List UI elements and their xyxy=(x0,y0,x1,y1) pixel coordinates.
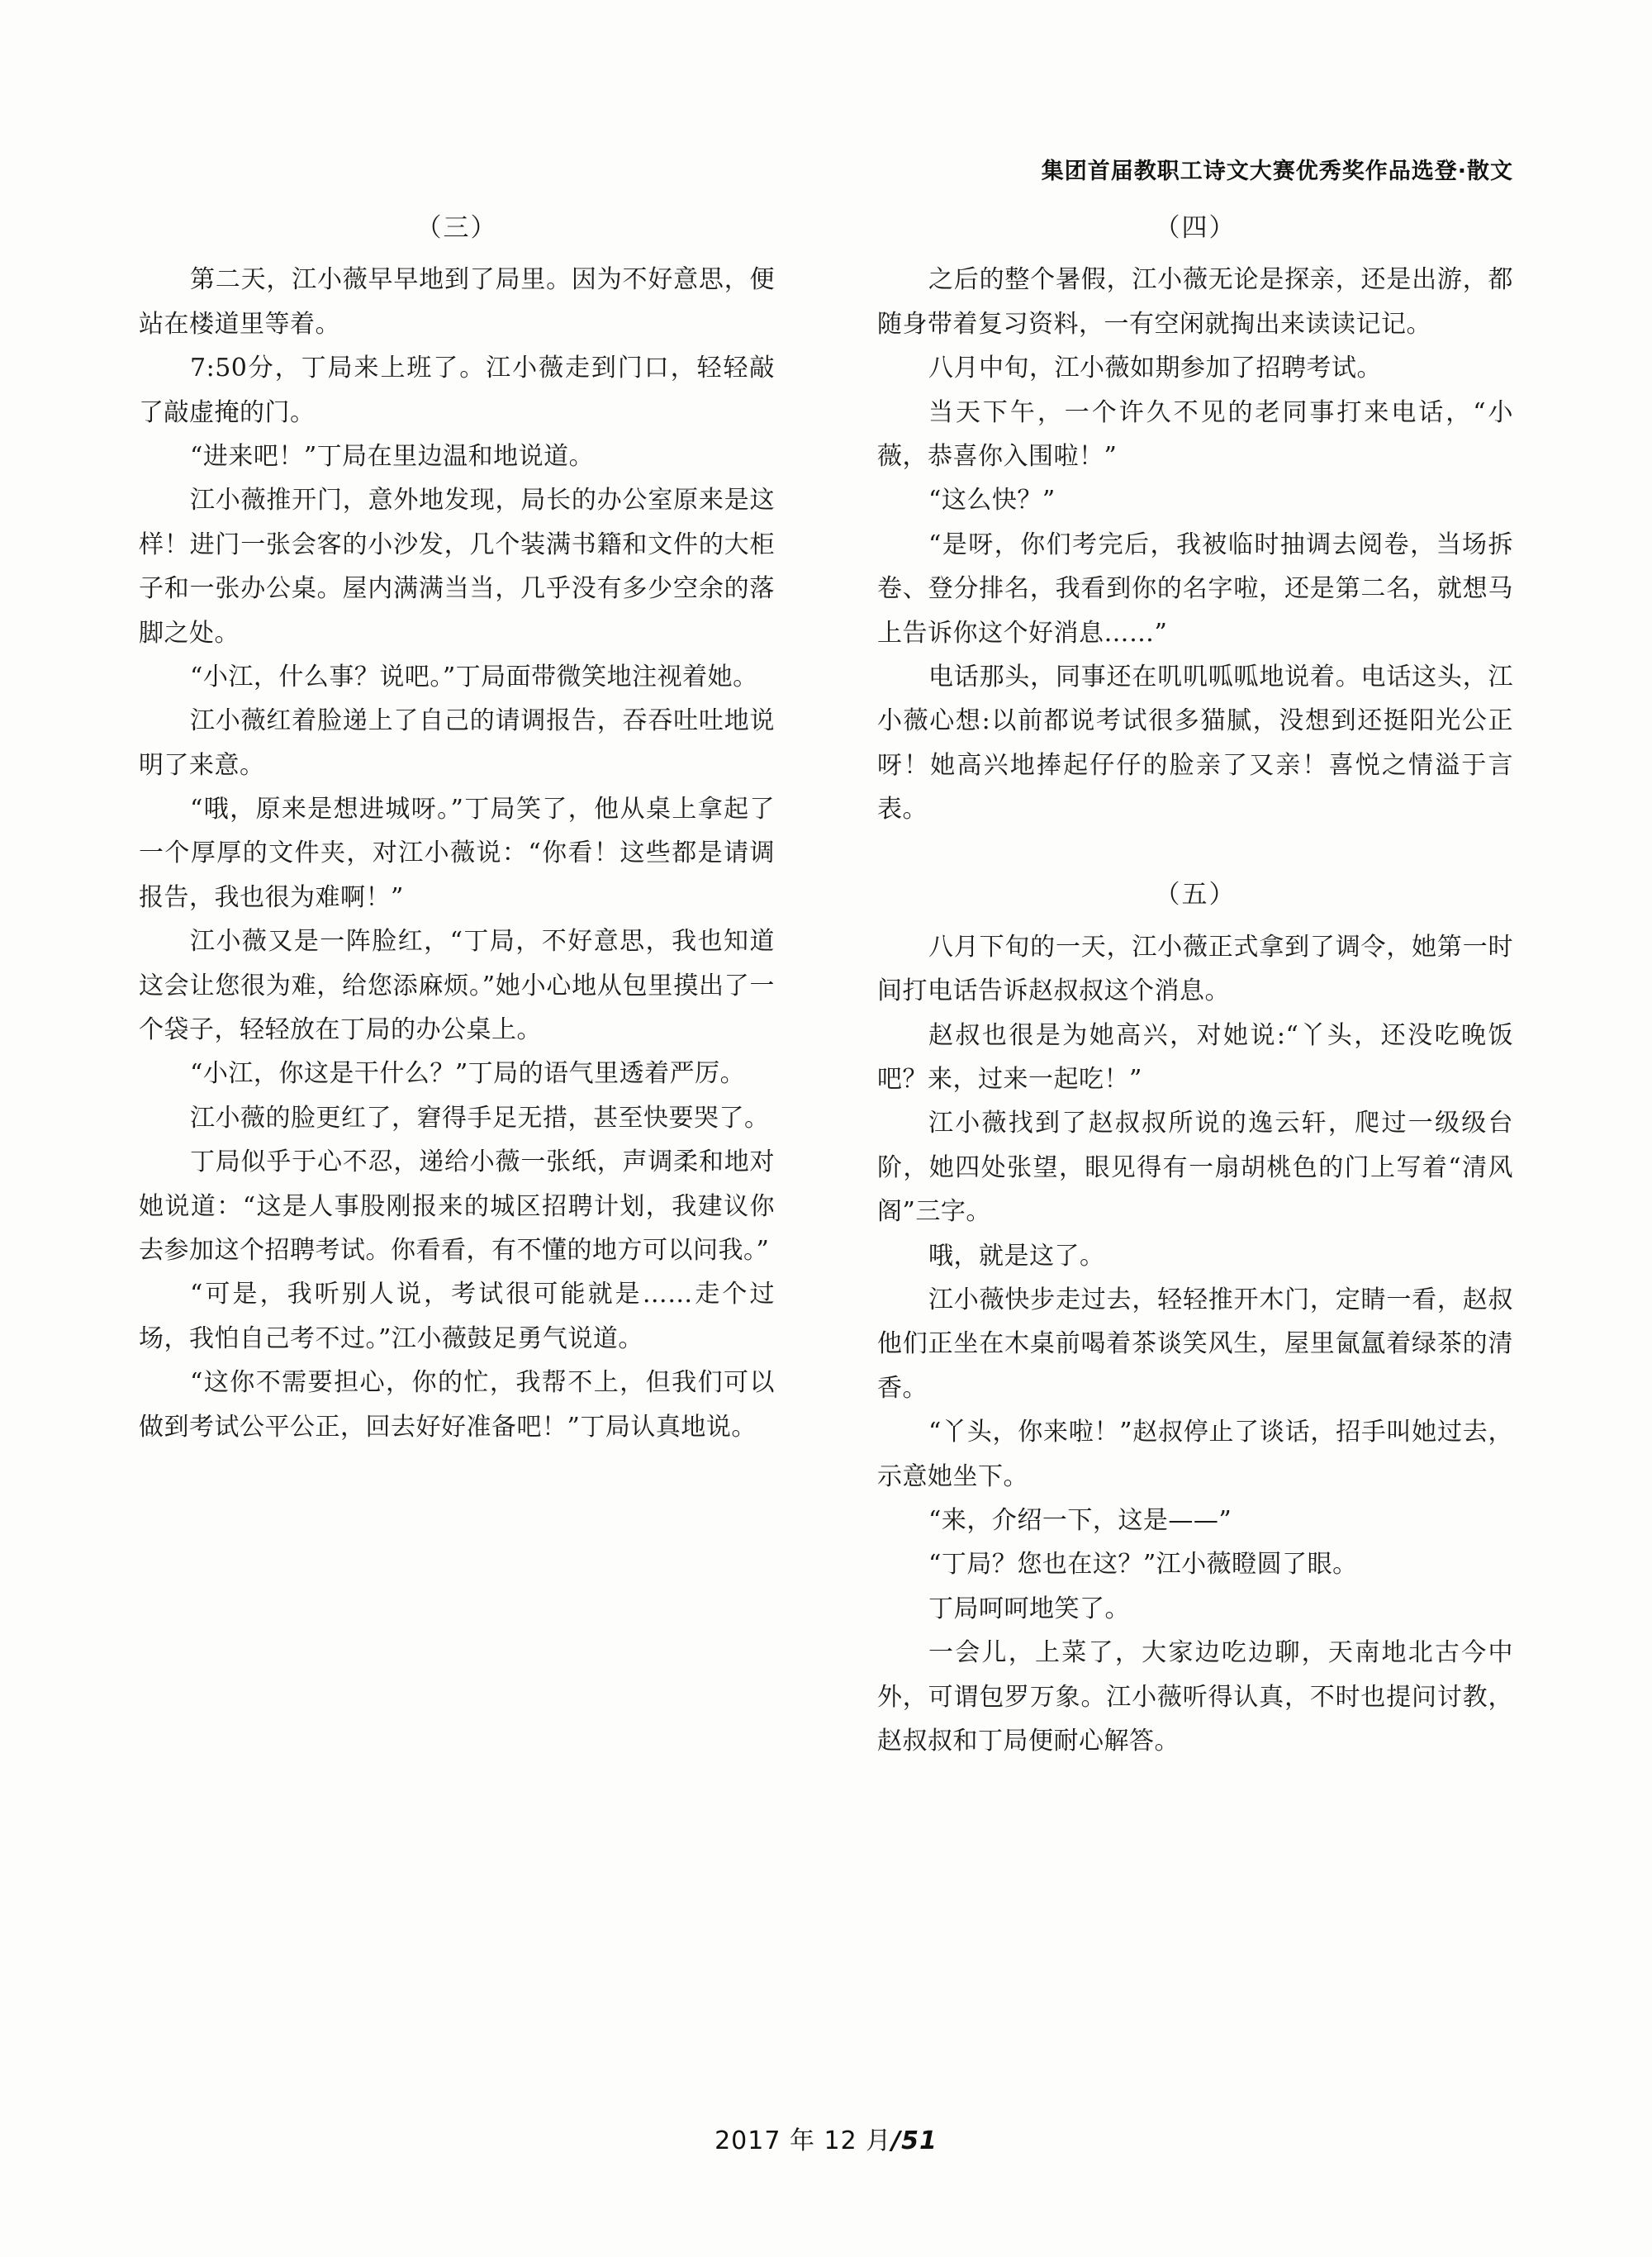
right-column xyxy=(877,211,1513,1763)
paragraph: 丁局呵呵地笑了。 xyxy=(928,1594,1130,1623)
paragraph: 丁局似乎于心不忍，递给小薇一张纸，声调柔和地对她说道：“这是人事股刚报来的城区招聘计划，我建议你去参加这个招聘考试。你看看，有不懂的地方可以问我。” xyxy=(139,1148,775,1265)
running-head: 集团首届教职工诗文大赛优秀奖作品选登·散文 xyxy=(1041,159,1513,184)
paragraph: 江小薇又是一阵脸红，“丁局，不好意思，我也知道这会让您很为难，给您添麻烦。”她小心地从包里摸出了一个袋子，轻轻放在丁局的办公桌上。 xyxy=(139,927,775,1045)
paragraph: “哦，原来是想进城呀。”丁局笑了，他从桌上拿起了一个厚厚的文件夹，对江小薇说：“你看！这些都是请调报告，我也很为难啊！” xyxy=(139,795,775,912)
paragraph: 电话那头，同事还在叽叽呱呱地说着。电话这头，江小薇心想:以前都说考试很多猫腻，没想到还挺阳光公正呀！她高兴地捧起仔仔的脸亲了又亲！喜悦之情溢于言表。 xyxy=(877,662,1513,824)
paragraph: 八月中旬，江小薇如期参加了招聘考试。 xyxy=(928,354,1382,383)
paragraph: 江小薇推开门，意外地发现，局长的办公室原来是这样！进门一张会客的小沙发，几个装满书籍和文件的大柜子和一张办公桌。屋内满满当当，几乎没有多少空余的落脚之处。 xyxy=(139,486,775,648)
paragraph: 江小薇的脸更红了，窘得手足无措，甚至快要哭了。 xyxy=(190,1103,770,1133)
paragraph: 江小薇红着脸递上了自己的请调报告，吞吞吐吐地说明了来意。 xyxy=(139,706,775,780)
section-title-three: （三） xyxy=(415,213,498,243)
paragraph: 一会儿，上菜了，大家边吃边聊，天南地北古今中外，可谓包罗万象。江小薇听得认真，不时也提问讨教，赵叔叔和丁局便耐心解答。 xyxy=(877,1638,1513,1756)
paragraph: 之后的整个暑假，江小薇无论是探亲，还是出游，都随身带着复习资料，一有空闲就掏出来读读记记。 xyxy=(877,265,1513,339)
two-column-body xyxy=(139,211,1513,1763)
paragraph: 江小薇快步走过去，轻轻推开木门，定睛一看，赵叔他们正坐在木桌前喝着茶谈笑风生，屋里氤氲着绿茶的清香。 xyxy=(877,1285,1513,1403)
paragraph: “这么快？” xyxy=(928,486,1056,516)
paragraph: 当天下午，一个许久不见的老同事打来电话，“小薇，恭喜你入围啦！” xyxy=(877,397,1513,471)
section-title-four: （四） xyxy=(1154,213,1237,243)
footer-date: 2017 年 12 月 xyxy=(714,2126,892,2155)
paragraph: 第二天，江小薇早早地到了局里。因为不好意思，便站在楼道里等着。 xyxy=(139,265,775,339)
paragraph: 赵叔也很是为她高兴，对她说:“丫头，还没吃晚饭吧？来，过来一起吃！” xyxy=(877,1020,1513,1095)
paragraph: “是呀，你们考完后，我被临时抽调去阅卷，当场拆卷、登分排名，我看到你的名字啦，还是第二名，就想马上告诉你这个好消息……” xyxy=(877,530,1513,648)
paragraph: 哦，就是这了。 xyxy=(928,1241,1105,1271)
paragraph: 江小薇找到了赵叔叔所说的逸云轩，爬过一级级台阶，她四处张望，眼见得有一扇胡桃色的门上写着“清风阁”三字。 xyxy=(877,1109,1513,1227)
paragraph: “可是，我听别人说，考试很可能就是……走个过场，我怕自己考不过。”江小薇鼓足勇气说道。 xyxy=(139,1280,775,1353)
paragraph: “丁局？您也在这？”江小薇瞪圆了眼。 xyxy=(928,1550,1358,1580)
paragraph: 7:50分，丁局来上班了。江小薇走到门口，轻轻敲了敲虚掩的门。 xyxy=(139,354,775,427)
page-number: /51 xyxy=(891,2126,938,2155)
page-footer xyxy=(0,2120,1652,2156)
paragraph: “小江，什么事？说吧。”丁局面带微笑地注视着她。 xyxy=(190,662,758,691)
paragraph: “小江，你这是干什么？”丁局的语气里透着严厉。 xyxy=(190,1059,746,1089)
paragraph: 八月下旬的一天，江小薇正式拿到了调令，她第一时间打电话告诉赵叔叔这个消息。 xyxy=(877,932,1513,1006)
section-title-five: （五） xyxy=(1154,880,1237,910)
paragraph: “来，介绍一下，这是——” xyxy=(928,1505,1232,1535)
paragraph: “进来吧！”丁局在里边温和地说道。 xyxy=(190,441,595,471)
paragraph: “这你不需要担心，你的忙，我帮不上，但我们可以做到考试公平公正，回去好好准备吧！”丁局认真地说。 xyxy=(139,1368,775,1442)
paragraph: “丫头，你来啦！”赵叔停止了谈话，招手叫她过去，示意她坐下。 xyxy=(877,1418,1513,1491)
left-column xyxy=(139,211,775,1763)
